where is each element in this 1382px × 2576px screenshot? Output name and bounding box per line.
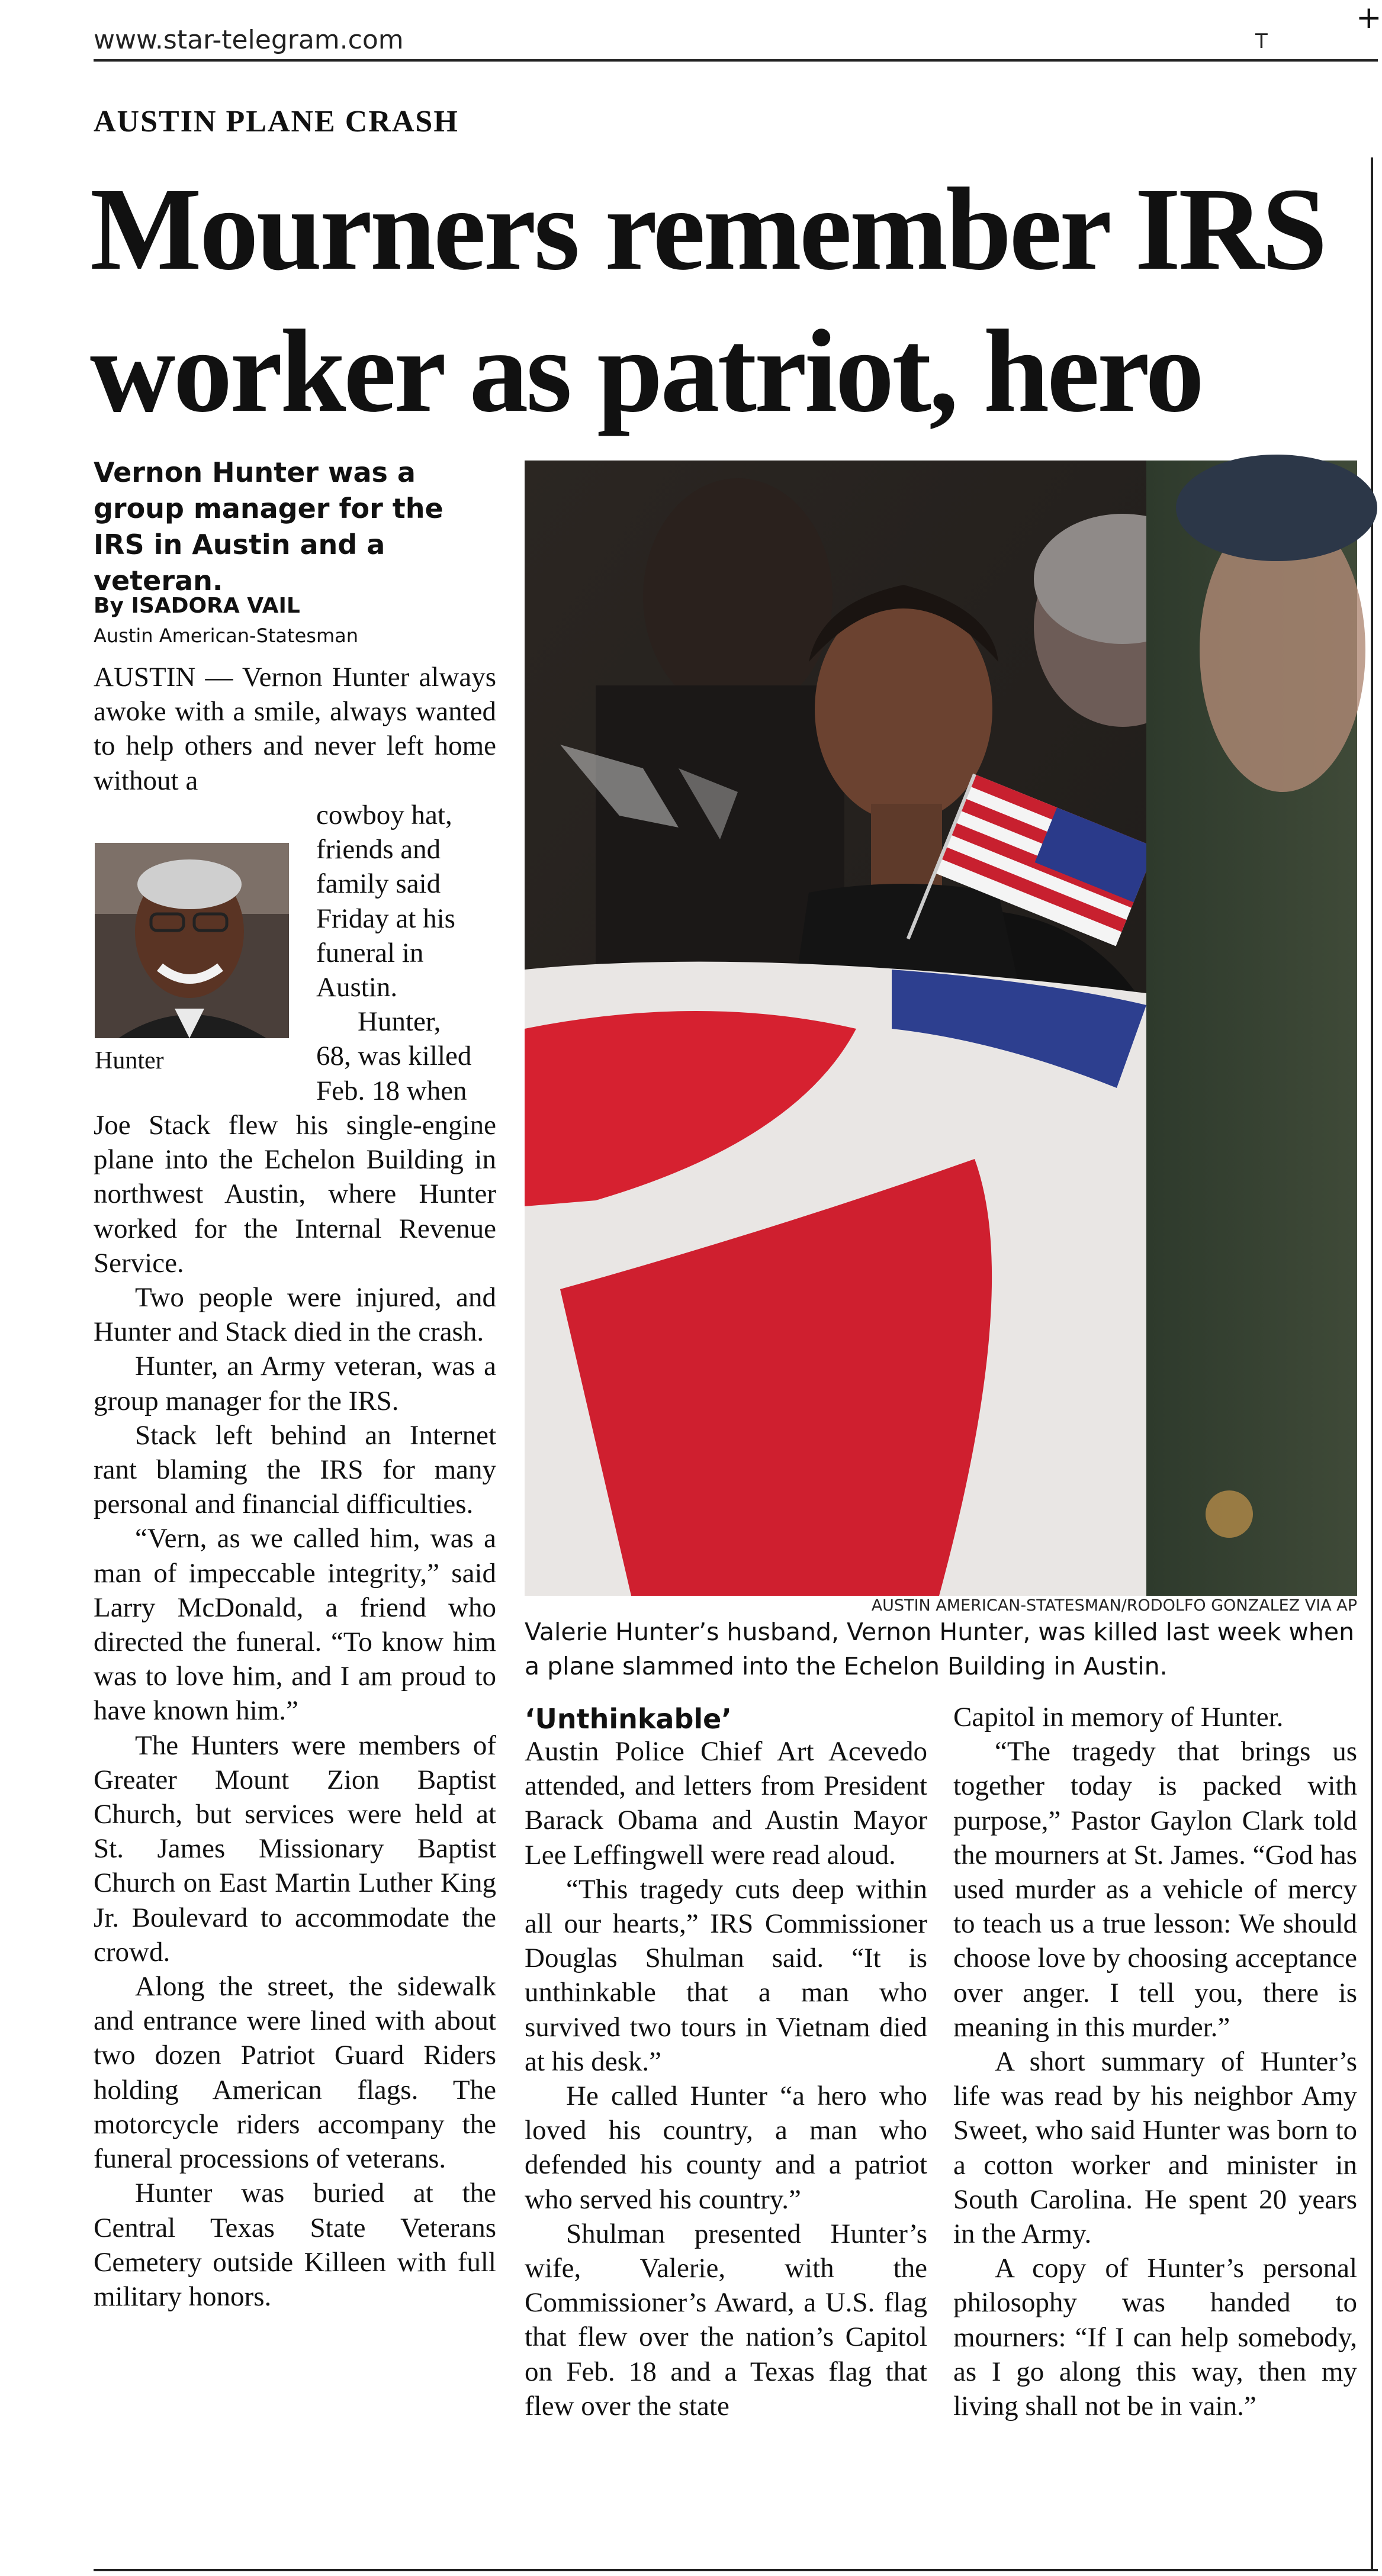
wrap-line: Austin. xyxy=(316,972,398,1003)
photo-caption: Valerie Hunter’s husband, Vernon Hunter, was killed last week when a plane slammed into the Echelon Building in Austin. xyxy=(525,1618,1355,1680)
col1-paragraph: “Vern, as we called him, was a man of impeccable integrity,” said Larry McDonald, a friend who directed the funeral. “To know him was to love him, and I am proud to have known him.” xyxy=(94,1523,496,1727)
col1-paragraph: Hunter, an Army veteran, was a group manager for the IRS. xyxy=(94,1351,496,1416)
headline-line-2: worker as patriot, hero xyxy=(90,306,1203,437)
subhead-unthinkable: ‘Unthinkable’ xyxy=(525,1703,732,1735)
page-mark: T xyxy=(1255,30,1268,53)
footer-rule xyxy=(94,2569,1378,2571)
headline-line-1: Mourners remember IRS xyxy=(90,164,1325,295)
wrap-line: Hunter, xyxy=(358,1006,441,1038)
col1-paragraph: Two people were injured, and Hunter and Stack died in the crash. xyxy=(94,1282,496,1348)
col1-paragraph: The Hunters were members of Greater Mount Zion Baptist Church, but services were held at St. James Missionary Baptist Church on East Martin Luther King Jr. Boulevard to accommodate the crowd. xyxy=(94,1730,496,1968)
col3-paragraph: A short summary of Hunter’s life was read by his neighbor Amy Sweet, who said Hunter was born to a cotton worker and minister in South Carolina. He spent 20 years in the Army. xyxy=(953,2046,1357,2250)
col1-lede xyxy=(94,660,496,798)
funeral-photo-image xyxy=(525,461,1357,1596)
wrap-line: 68, was killed xyxy=(316,1041,472,1072)
col2-paragraph: Austin Police Chief Art Acevedo attended, and letters from President Barack Obama and Austin Mayor Lee Leffingwell were read aloud. xyxy=(525,1736,927,1870)
deck: Vernon Hunter was a group manager for the IRS in Austin and a veteran. xyxy=(94,456,443,597)
headline xyxy=(90,159,1325,443)
photo-credit: AUSTIN AMERICAN-STATESMAN/RODOLFO GONZALEZ VIA AP xyxy=(871,1596,1357,1615)
col2-body xyxy=(525,1734,927,2423)
kicker: AUSTIN PLANE CRASH xyxy=(94,105,459,139)
wrap-line: Friday at his xyxy=(316,903,455,934)
col1-paragraph: AUSTIN — Vernon Hunter always awoke with a smile, always wanted to help others and never left home without a xyxy=(94,662,496,796)
wrap-line: funeral in xyxy=(316,937,424,968)
site-url: www.star-telegram.com xyxy=(94,25,404,55)
col2-paragraph: “This tragedy cuts deep within all our hearts,” IRS Commissioner Douglas Shulman said. “It is unthinkable that a man who survived two tours in Vietnam died at his desk.” xyxy=(525,1873,927,2077)
byline-org: Austin American-Statesman xyxy=(94,624,358,647)
main-photo xyxy=(525,461,1357,1596)
col1-wrap xyxy=(316,798,496,1108)
mugshot-image xyxy=(95,843,289,1038)
corner-mark: + xyxy=(1356,0,1382,36)
byline: By ISADORA VAIL xyxy=(94,594,300,618)
mugshot-caption: Hunter xyxy=(95,1047,164,1074)
col3-paragraph: A copy of Hunter’s personal philosophy was handed to mourners: “If I can help somebody, as I go along this way, then my living shall not be in vain.” xyxy=(953,2253,1357,2422)
col1-body xyxy=(94,1108,496,2314)
col3-body xyxy=(953,1700,1357,2423)
wrap-line: cowboy hat, xyxy=(316,800,452,830)
col1-paragraph: Joe Stack flew his single-engine plane into the Echelon Building in northwest Austin, where Hunter worked for the Internal Revenue Service. xyxy=(94,1110,496,1279)
col1-paragraph: Hunter was buried at the Central Texas State Veterans Cemetery outside Killeen with full military honors. xyxy=(94,2178,496,2312)
col3-paragraph: “The tragedy that brings us together today is packed with purpose,” Pastor Gaylon Clark told the mourners at St. James. “God has used murder as a vehicle of mercy to teach us a true lesson: We should choose love by choosing acceptance over anger. I tell you, there is meaning in this murder.” xyxy=(953,1736,1357,2043)
header-rule xyxy=(94,59,1378,62)
col3-paragraph: Capitol in memory of Hunter. xyxy=(953,1702,1284,1733)
wrap-line: Feb. 18 when xyxy=(316,1075,467,1106)
mugshot xyxy=(95,843,289,1038)
col2-paragraph: Shulman presented Hunter’s wife, Valerie, with the Commissioner’s Award, a U.S. flag that flew over the nation’s Capitol on Feb. 18 and a Texas flag that flew over the state xyxy=(525,2218,927,2422)
col1-paragraph: Stack left behind an Internet rant blaming the IRS for many personal and financial difficulties. xyxy=(94,1419,496,1520)
wrap-line: friends and xyxy=(316,834,441,865)
col1-paragraph: Along the street, the sidewalk and entrance were lined with about two dozen Patriot Guard Riders holding American flags. The motorcycle riders accompany the funeral processions of veterans. xyxy=(94,1971,496,2175)
col2-paragraph: He called Hunter “a hero who loved his country, a man who defended his county and a patriot who served his country.” xyxy=(525,2081,927,2215)
wrap-line: family said xyxy=(316,868,441,900)
